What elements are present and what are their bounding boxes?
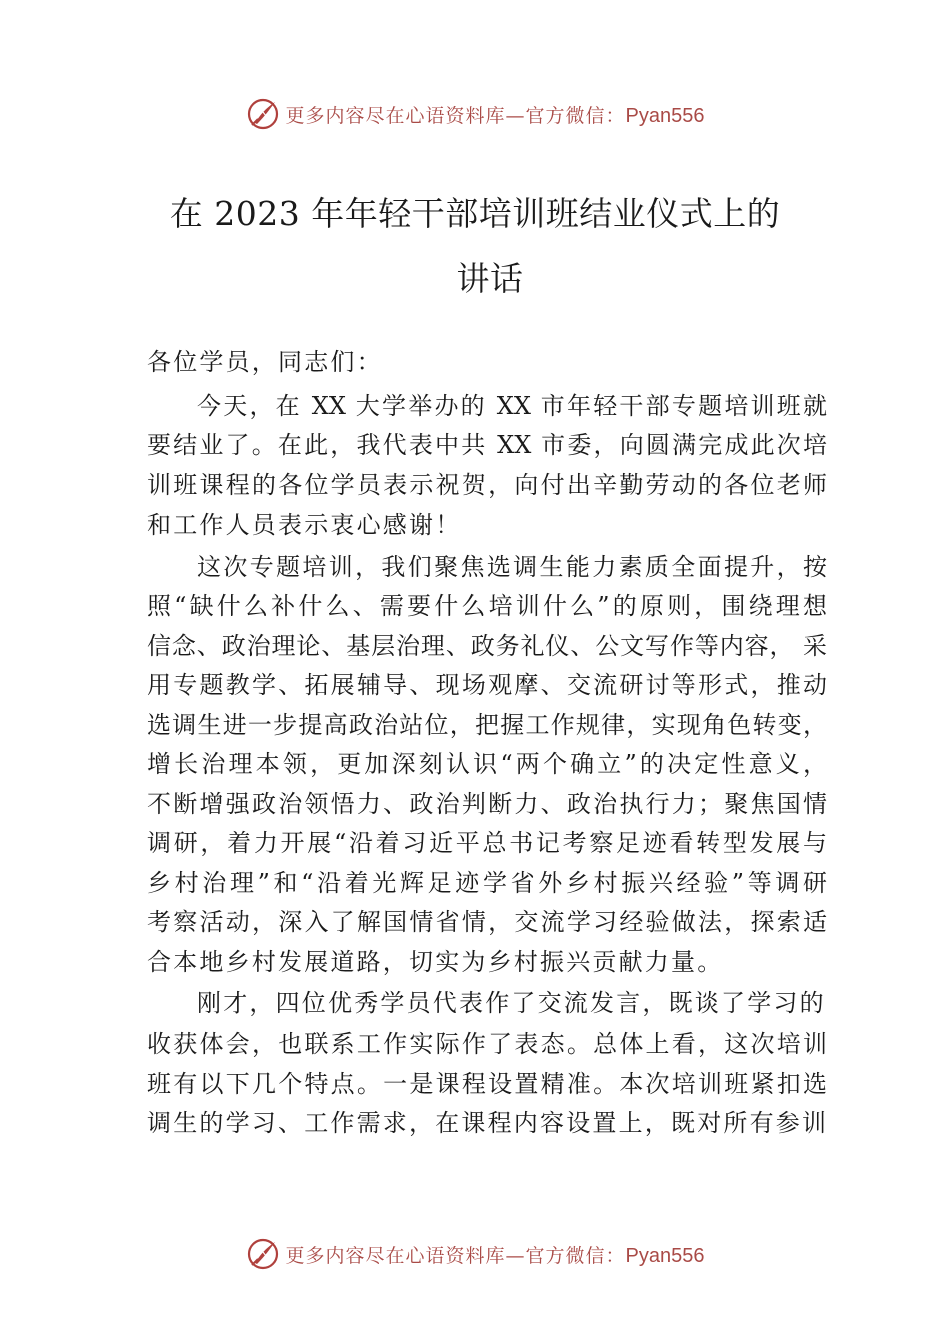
watermark-text: [286, 1241, 705, 1268]
watermark-caption: 更多内容尽在心语资料库—官方微信：: [285, 104, 626, 127]
quill-logo-icon: [246, 1237, 280, 1271]
watermark-wechat-id: Pyan556: [625, 104, 705, 127]
watermark-header: [0, 94, 950, 134]
body-line: 调生的学习、工作需求，在课程内容设置上，既对所有参训: [147, 1109, 829, 1137]
quill-logo-icon: [246, 97, 280, 131]
body-line: 要结业了。在此，我代表中共 XX 市委，向圆满完成此次培: [147, 431, 827, 459]
watermark-caption: 更多内容尽在心语资料库—官方微信：: [285, 1244, 626, 1267]
salutation: 各位学员，同志们：: [147, 348, 383, 376]
body-line: 训班课程的各位学员表示祝贺，向付出辛勤劳动的各位老师: [147, 471, 827, 499]
body-line: 选调生进一步提高政治站位，把握工作规律，实现角色转变，: [147, 711, 827, 739]
body-line: 调研，着力开展“沿着习近平总书记考察足迹看转型发展与: [147, 829, 827, 857]
body-line: 和工作人员表示衷心感谢！: [147, 511, 462, 539]
body-line: 班有以下几个特点。一是课程设置精准。本次培训班紧扣选: [147, 1070, 827, 1098]
body-line: 合本地乡村发展道路，切实为乡村振兴贡献力量。: [147, 948, 724, 976]
watermark-wechat-id: Pyan556: [625, 1244, 705, 1267]
document-title-line-1: 在 2023 年年轻干部培训班结业仪式上的: [169, 194, 781, 233]
watermark-footer: [0, 1234, 950, 1274]
body-line: 今天，在 XX 大学举办的 XX 市年轻干部专题培训班就: [197, 392, 827, 420]
body-line: 增长治理本领，更加深刻认识“两个确立”的决定性意义，: [147, 750, 827, 778]
body-line: 乡村治理”和“沿着光辉足迹学省外乡村振兴经验”等调研: [147, 869, 827, 897]
body-line: 考察活动，深入了解国情省情，交流学习经验做法，探索适: [147, 908, 827, 936]
body-line: 收获体会，也联系工作实际作了表态。总体上看，这次培训: [147, 1030, 827, 1058]
body-line: 这次专题培训，我们聚焦选调生能力素质全面提升，按: [197, 553, 827, 581]
body-line: 用专题教学、拓展辅导、现场观摩、交流研讨等形式，推动: [147, 671, 827, 699]
body-line: 刚才，四位优秀学员代表作了交流发言，既谈了学习的: [197, 989, 826, 1017]
body-line: 照“缺什么补什么、需要什么培训什么”的原则，围绕理想: [147, 592, 827, 620]
watermark-text: [286, 101, 705, 128]
document-title-line-2: 讲话: [456, 259, 524, 298]
body-line: 信念、政治理论、基层治理、政务礼仪、公文写作等内容， 采: [147, 632, 827, 660]
body-line: 不断增强政治领悟力、政治判断力、政治执行力；聚焦国情: [147, 790, 827, 818]
